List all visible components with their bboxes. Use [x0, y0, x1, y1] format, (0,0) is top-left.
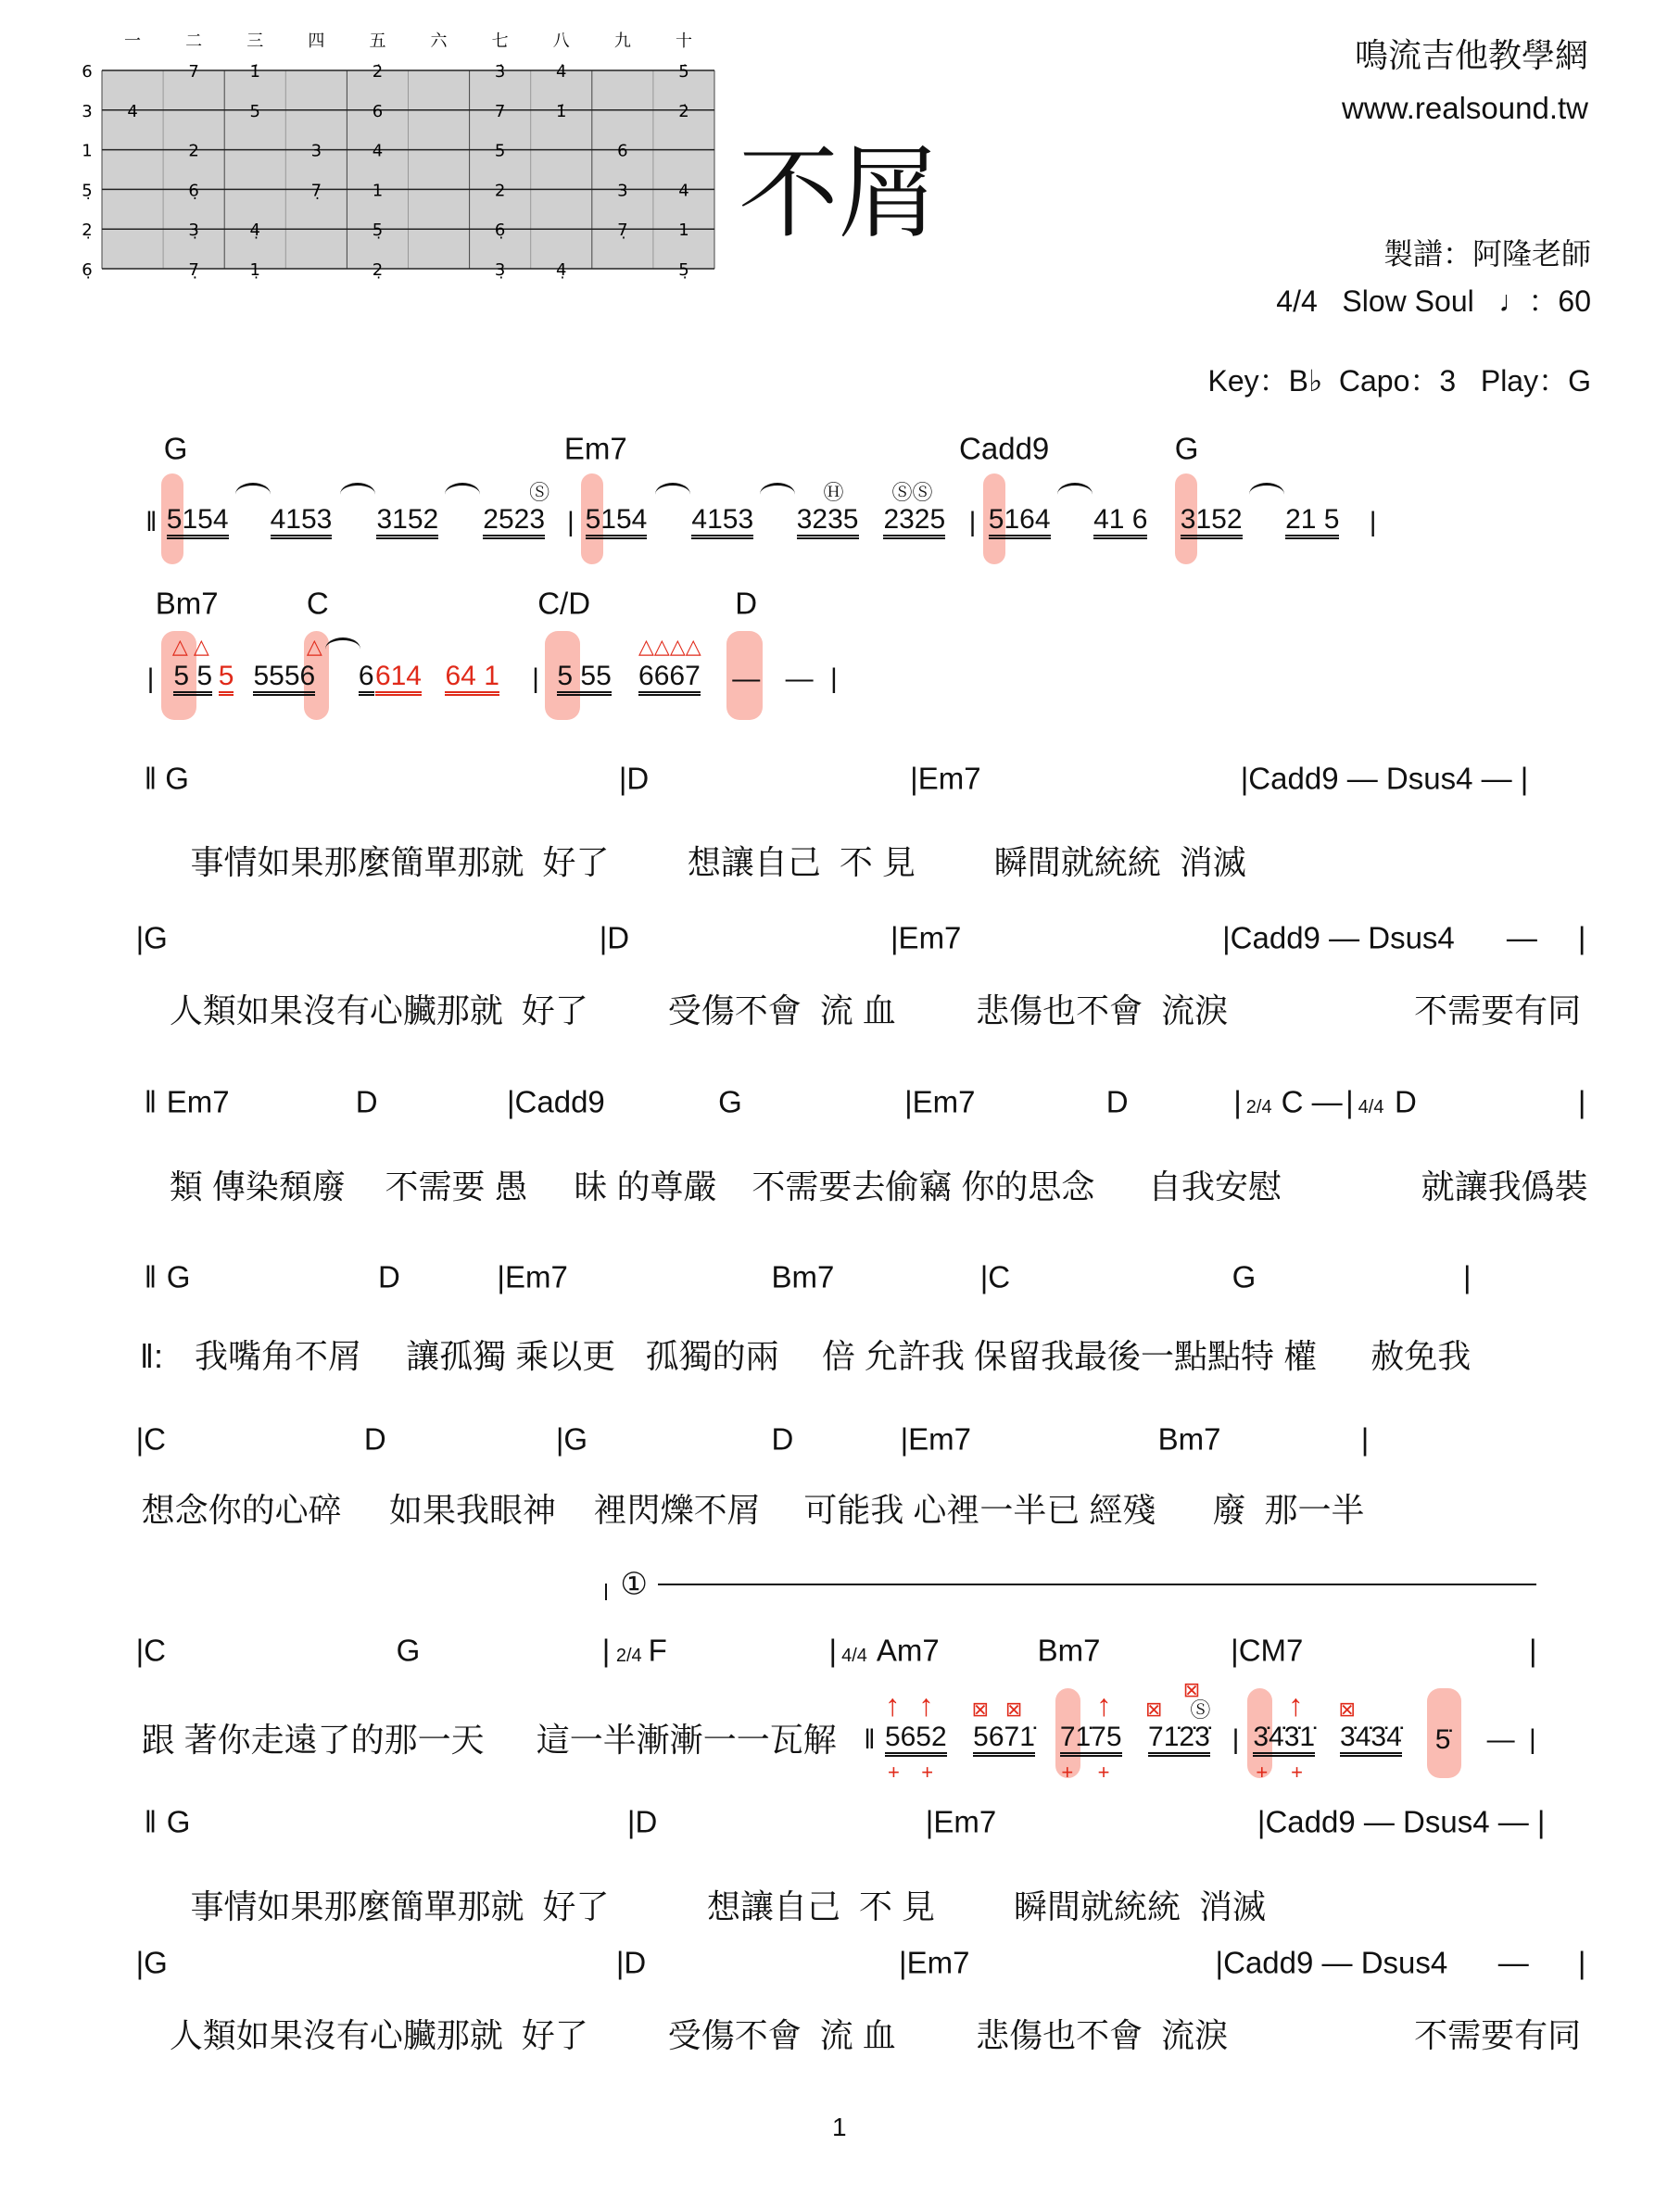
fret-note: 2: [188, 141, 199, 161]
lyric-text: 不需要有同: [1414, 991, 1582, 1029]
chord-name: Em7: [563, 431, 627, 466]
chord-symbol: |Em7: [899, 1945, 970, 1980]
chord-symbol: |: [1462, 1259, 1472, 1294]
chord-symbol: |C: [135, 1633, 166, 1668]
bar-line: |: [1369, 506, 1377, 537]
ending-bracket-hook: [605, 1584, 607, 1600]
fret-note: 2: [494, 181, 506, 201]
mute-box-icon: ⊠: [1144, 1697, 1163, 1721]
bar-line: ‖: [145, 506, 158, 537]
lyric-text: 事情如果那麼簡單那就 好了: [190, 1887, 610, 1925]
fret-number-label: 三: [246, 32, 264, 51]
chord-symbol: D: [771, 1421, 794, 1457]
chord-symbol: |C: [979, 1259, 1011, 1294]
fret-note: 4̣: [556, 260, 567, 280]
fret-note: 6: [372, 101, 384, 121]
fret-number-label: 八: [552, 32, 570, 51]
fret-note: 1: [372, 181, 384, 201]
string-label: 2̣: [82, 221, 93, 241]
plus-mark: +: [1291, 1760, 1303, 1784]
lyric-text: 裡閃爍不屑: [593, 1491, 761, 1530]
fret-note: 3̇: [494, 62, 506, 82]
note-group: 2325: [883, 506, 945, 539]
fret-number-label: 九: [613, 32, 631, 51]
ending-1-marker: ①: [620, 1566, 648, 1601]
arranger: 製譜：阿隆老師: [1383, 237, 1591, 271]
fret-note: 4̣: [249, 221, 260, 241]
chord-symbol: ‖: [144, 1084, 158, 1119]
chord-symbol: C —: [1281, 1084, 1343, 1119]
plus-mark: +: [887, 1760, 900, 1784]
note-group: 5556: [253, 663, 315, 696]
note-group: 3152: [1181, 506, 1243, 539]
bar-line: |: [146, 663, 155, 694]
fret-note: 5̣: [678, 260, 689, 280]
chord-name: C/D: [537, 586, 591, 621]
chord-symbol: —: [1497, 1945, 1529, 1980]
fret-note: 1̣: [249, 260, 260, 280]
plus-mark: +: [1097, 1760, 1110, 1784]
chord-symbol: Bm7: [771, 1259, 835, 1294]
chord-symbol: Em7: [166, 1084, 230, 1119]
chord-symbol: |D: [618, 761, 650, 796]
tie-arc-icon: [235, 483, 271, 506]
fret-note: 2̇: [372, 62, 384, 82]
technique-mark: ⓈⓈ: [891, 480, 933, 504]
chord-symbol: 4/4: [1358, 1097, 1384, 1118]
string-label: 5̣: [82, 181, 93, 201]
meter-style-tempo: 4/4 Slow Soul ♩：60: [1276, 284, 1591, 318]
lyric-text: 如果我眼神: [389, 1491, 557, 1530]
fret-note: 4̇: [556, 62, 567, 82]
lyric-text: 人類如果沒有心臟那就 好了: [169, 991, 588, 1029]
chord-symbol: |G: [555, 1421, 588, 1457]
fret-note: 5: [494, 141, 506, 161]
strum-up-arrow-icon: ↑: [1096, 1687, 1112, 1723]
chord-symbol: |Cadd9 — Dsus4: [1222, 920, 1455, 955]
chord-symbol: |CM7: [1231, 1633, 1304, 1668]
chord-name: G: [1174, 431, 1199, 466]
bar-line: |: [1529, 1724, 1536, 1756]
chord-symbol: |Cadd9 — Dsus4: [1215, 1945, 1448, 1980]
ending-bracket-line: [658, 1584, 1535, 1585]
chord-symbol: D: [1394, 1084, 1417, 1119]
chord-symbol: |: [1345, 1084, 1354, 1119]
tie-arc-icon: [760, 483, 795, 506]
bar-line: |: [968, 506, 977, 537]
note-group: 64 1: [445, 663, 499, 696]
note-group: 5671̇: [973, 1723, 1035, 1757]
fret-note: 7̣̣: [188, 260, 199, 280]
note-group: 3̇4̇3̇1̇: [1253, 1723, 1315, 1757]
fret-number-label: 六: [430, 32, 448, 51]
string-label: 1: [82, 141, 93, 161]
note-group: 5164: [989, 506, 1051, 539]
plus-mark: +: [1061, 1760, 1074, 1784]
fret-number-label: 七: [491, 32, 509, 51]
chord-name: G: [163, 431, 188, 466]
mute-box-icon: ⊠: [1004, 1697, 1023, 1721]
chord-symbol: |Em7: [925, 1804, 997, 1839]
note-group: 21 5: [1285, 506, 1339, 539]
chord-symbol: |Em7: [497, 1259, 568, 1294]
chord-symbol: —: [1506, 920, 1537, 955]
chord-symbol: G: [165, 761, 189, 796]
fretboard-diagram: [0, 0, 741, 297]
strum-up-arrow-icon: ↑: [918, 1687, 934, 1723]
note-group: 5154: [167, 506, 229, 539]
note-group: 2523: [483, 506, 545, 539]
fret-note: 2̇: [678, 101, 689, 121]
lyric-text: 這一半漸漸一一瓦解: [536, 1721, 837, 1760]
fret-number-label: 十: [675, 32, 692, 51]
mute-box-icon: ⊠: [1338, 1697, 1356, 1721]
fret-note: 5̇: [678, 62, 689, 82]
note-group: 41 6: [1093, 506, 1147, 539]
chord-name: C: [306, 586, 329, 621]
fret-note: 4: [678, 181, 689, 201]
lyric-text: 想讓自己 不 見: [707, 1887, 936, 1925]
tie-arc-icon: [655, 483, 690, 506]
fret-note: 5: [249, 101, 260, 121]
chord-symbol: |Cadd9 — Dsus4 — |: [1240, 761, 1529, 796]
song-title: 不屑: [739, 137, 940, 249]
chord-symbol: |: [1233, 1084, 1242, 1119]
site-url[interactable]: www.realsound.tw: [1342, 91, 1588, 125]
note-group: 4153: [271, 506, 333, 539]
note-group: 3152: [376, 506, 438, 539]
bar-line: |: [532, 663, 539, 694]
note-group: —: [785, 663, 814, 694]
fret-note: 1̇: [249, 62, 260, 82]
note-group: 4153: [691, 506, 753, 539]
chord-symbol: |Em7: [890, 920, 962, 955]
strum-up-arrow-icon: ↑: [1288, 1687, 1304, 1723]
lyric-text: 想念你的心碎: [141, 1491, 342, 1530]
fret-note: 3̣: [494, 260, 506, 280]
page-number: 1: [832, 2113, 847, 2141]
fret-note: 7: [188, 62, 199, 82]
hammer-mark: △ △: [171, 635, 209, 659]
lyric-text: 事情如果那麼簡單那就 好了: [190, 842, 610, 881]
fret-note: 6̣: [494, 221, 506, 241]
lyric-text: 受傷不會 流 血: [667, 2015, 896, 2054]
chord-symbol: |: [1529, 1633, 1537, 1668]
fret-note: 4: [127, 101, 138, 121]
fret-note: 1: [678, 221, 689, 241]
chord-symbol: |: [828, 1633, 838, 1668]
note-group: 614: [375, 663, 422, 696]
chord-symbol: |D: [599, 920, 630, 955]
tie-arc-icon: [445, 483, 480, 506]
lyric-text: 自我安慰: [1148, 1167, 1282, 1206]
fret-note: 3̣: [188, 221, 199, 241]
string-label: 3: [82, 101, 93, 121]
note-group: 3̇4̇3̇4̇: [1340, 1723, 1402, 1757]
tie-arc-icon: [325, 637, 360, 661]
fret-note: 6: [617, 141, 628, 161]
fret-number-label: 五: [369, 32, 386, 51]
lyric-text: 瞬間就統統 消滅: [1013, 1887, 1266, 1925]
note-group: 5154: [586, 506, 648, 539]
bar-line: ‖: [864, 1724, 876, 1756]
chord-symbol: ‖: [144, 1804, 158, 1839]
technique-mark: Ⓗ: [823, 480, 844, 504]
chord-symbol: F: [648, 1633, 667, 1668]
chord-symbol: |G: [135, 1945, 168, 1980]
lyric-text: 瞬間就統統 消滅: [993, 842, 1246, 881]
chord-symbol: D: [1105, 1084, 1129, 1119]
chord-symbol: D: [363, 1421, 386, 1457]
bar-line: |: [566, 506, 575, 537]
fret-note: 5̣: [372, 221, 384, 241]
strum-up-arrow-icon: ↑: [884, 1687, 901, 1723]
fret-note: 7̣: [617, 221, 628, 241]
chord-symbol: |G: [135, 920, 168, 955]
note-group: 5652: [885, 1723, 947, 1757]
key-capo-play: Key：B♭ Capo：3 Play：G: [1207, 364, 1591, 398]
technique-mark: Ⓢ: [529, 480, 550, 504]
note-group: 6: [359, 663, 374, 696]
lyric-text: 赦免我: [1371, 1337, 1472, 1376]
chord-symbol: ‖: [144, 761, 158, 796]
lyric-text: 就讓我僞裝: [1421, 1167, 1588, 1206]
tie-arc-icon: [340, 483, 375, 506]
lyric-text: 不需要 愚: [385, 1167, 528, 1206]
tie-arc-icon: [1249, 483, 1284, 506]
fret-note: 6̣: [188, 181, 199, 201]
hammer-mark: △△△△: [638, 635, 701, 659]
chord-name: Bm7: [155, 586, 219, 621]
note-group: 5 5: [173, 663, 212, 696]
chord-symbol: Bm7: [1157, 1421, 1221, 1457]
note-group: —: [732, 663, 761, 694]
chord-symbol: |: [1360, 1421, 1370, 1457]
lyric-text: ‖:: [140, 1337, 163, 1376]
note-group: —: [1486, 1724, 1515, 1756]
hammer-mark: △: [306, 635, 322, 659]
chord-symbol: G: [166, 1259, 191, 1294]
chord-symbol: |Cadd9: [506, 1084, 605, 1119]
chord-symbol: |Em7: [904, 1084, 976, 1119]
lyric-text: 不需要有同: [1414, 2015, 1582, 2054]
chord-symbol: |D: [615, 1945, 647, 1980]
chord-symbol: Am7: [876, 1633, 940, 1668]
chord-symbol: 2/4: [615, 1646, 642, 1667]
fret-note: 3: [617, 181, 628, 201]
lyric-text: 想讓自己 不 見: [687, 842, 916, 881]
chord-symbol: ‖: [144, 1259, 158, 1294]
chord-name: D: [735, 586, 758, 621]
bar-line: |: [830, 663, 838, 694]
fret-number-label: 二: [185, 32, 203, 51]
note-group: 5: [219, 663, 234, 696]
chord-symbol: G: [396, 1633, 421, 1668]
fret-note: 4: [372, 141, 384, 161]
chord-symbol: |Em7: [900, 1421, 971, 1457]
fret-note: 2̣: [372, 260, 384, 280]
string-label: 6̣̣: [82, 260, 93, 280]
fret-note: 1̇: [556, 101, 567, 121]
lyric-text: 人類如果沒有心臟那就 好了: [169, 2015, 588, 2054]
lyric-text: 廢 那一半: [1212, 1491, 1365, 1530]
plus-mark: +: [921, 1760, 934, 1784]
lyric-text: 悲傷也不會 流淚: [976, 2015, 1229, 2054]
tie-arc-icon: [1057, 483, 1093, 506]
chord-symbol: 4/4: [841, 1646, 867, 1667]
chord-name: Cadd9: [959, 431, 1050, 466]
chord-symbol: D: [377, 1259, 400, 1294]
mute-box-icon: ⊠: [1182, 1677, 1201, 1701]
fret-number-label: 四: [308, 32, 325, 51]
chord-symbol: |: [1577, 1084, 1586, 1119]
fret-note: 3: [310, 141, 322, 161]
chord-symbol: |Em7: [910, 761, 981, 796]
chord-symbol: |: [1577, 920, 1586, 955]
chord-symbol: 2/4: [1245, 1097, 1272, 1118]
bar-line: |: [1232, 1724, 1240, 1756]
note-group: 6667: [638, 663, 701, 696]
lyric-text: 孤獨的兩: [645, 1337, 779, 1376]
chord-symbol: |C: [135, 1421, 166, 1457]
note-group: 3235: [797, 506, 859, 539]
mute-box-icon: ⊠: [971, 1697, 990, 1721]
string-label: 6: [82, 62, 93, 82]
site-name: 鳴流吉他教學網: [1354, 36, 1588, 74]
fret-number-label: 一: [124, 32, 142, 51]
lyric-text: 類 傳染頹廢: [169, 1167, 346, 1206]
fret-note: 7̣: [310, 181, 322, 201]
lyric-text: 可能我 心裡一半已 經殘: [803, 1491, 1156, 1530]
lyric-text: 跟 著你走遠了的那一天: [141, 1721, 485, 1760]
chord-symbol: |: [601, 1633, 611, 1668]
lyric-text: 昧 的尊嚴: [574, 1167, 717, 1206]
fret-note: 7: [494, 101, 506, 121]
note-group: 5 55: [557, 663, 611, 696]
lyric-text: 悲傷也不會 流淚: [976, 991, 1229, 1029]
chord-symbol: |Cadd9 — Dsus4 — |: [1257, 1804, 1546, 1839]
lyric-text: 讓孤獨 乘以更: [406, 1337, 616, 1376]
chord-symbol: |D: [626, 1804, 658, 1839]
plus-mark: +: [1256, 1760, 1269, 1784]
note-group: 71̇75: [1060, 1723, 1122, 1757]
lyric-text: 受傷不會 流 血: [667, 991, 896, 1029]
chord-symbol: G: [718, 1084, 742, 1119]
chord-symbol: |: [1577, 1945, 1586, 1980]
lyric-text: 我嘴角不屑: [195, 1337, 362, 1376]
chord-symbol: Bm7: [1037, 1633, 1101, 1668]
slide-mark: Ⓢ: [1190, 1698, 1211, 1723]
chord-symbol: D: [355, 1084, 378, 1119]
note-group: 5̇: [1434, 1724, 1451, 1756]
lyric-text: 倍 允許我 保留我最後一點點特 權: [821, 1337, 1317, 1376]
chord-symbol: G: [1232, 1259, 1257, 1294]
note-group: 71̇2̇3̇: [1148, 1723, 1210, 1757]
lyric-text: 不需要去偷竊 你的思念: [752, 1167, 1095, 1206]
chord-symbol: G: [166, 1804, 191, 1839]
